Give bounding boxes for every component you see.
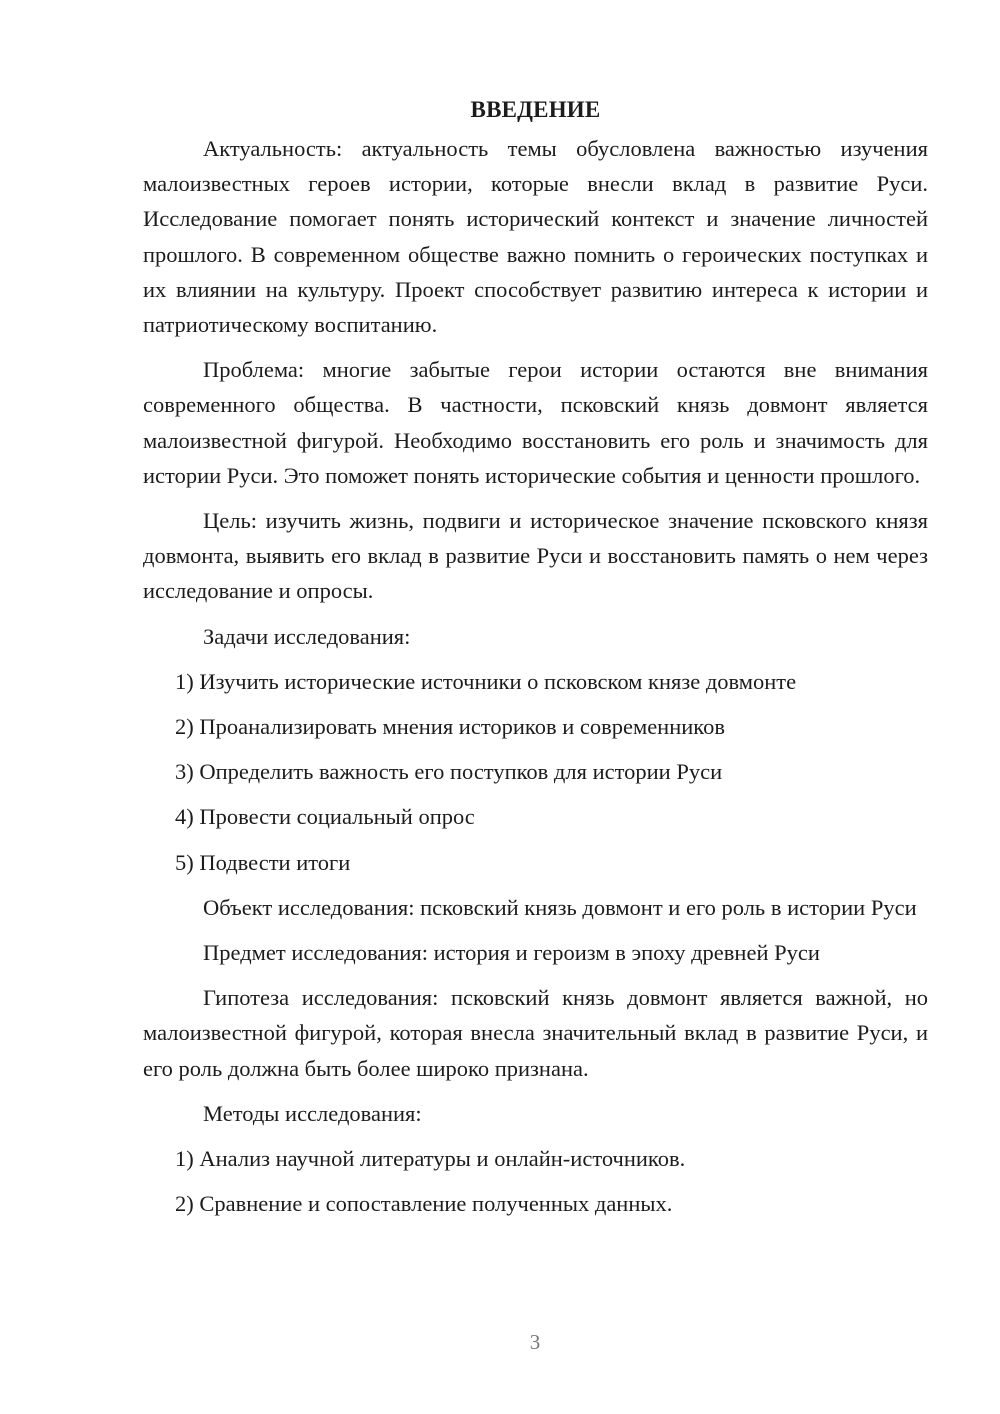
page-title: ВВЕДЕНИЕ [470,97,601,122]
method-item-1: 1) Анализ научной литературы и онлайн-источников. [175,1146,686,1172]
hypothesis-paragraph: Гипотеза исследования: псковский князь довмонт является важной, но малоизвестной фигурой, которая внесла значительный вклад в развитие Руси, и его роль должна быть более широко признана. [143,985,928,1081]
relevance-paragraph: Актуальность: актуальность темы обусловлена важностью изучения малоизвестных героев истории, которые внесли вклад в развитие Руси. Исследование помогает понять исторический контекст и значение личностей прошлого. В современном обществе важно помнить о героических поступках и их влиянии на культуру. Проект способствует развитию интереса к истории и патриотическому воспитанию. [143,136,928,338]
task-item-4: 4) Провести социальный опрос [175,804,475,830]
goal-paragraph: Цель: изучить жизнь, подвиги и историческое значение псковского князя довмонта, выявить его вклад в развитие Руси и восстановить память о нем через исследование и опросы. [143,508,928,604]
problem-paragraph: Проблема: многие забытые герои истории остаются вне внимания современного общества. В частности, псковский князь довмонт является малоизвестной фигурой. Необходимо восстановить его роль и значимость для истории Руси. Это поможет понять исторические события и ценности прошлого. [143,357,928,488]
document-page [143,93,928,1231]
subject-paragraph: Предмет исследования: история и героизм в эпоху древней Руси [203,940,820,966]
task-item-3: 3) Определить важность его поступков для истории Руси [175,759,723,785]
object-paragraph: Объект исследования: псковский князь довмонт и его роль в истории Руси [203,894,917,920]
methods-heading: Методы исследования: [203,1100,422,1126]
tasks-heading: Задачи исследования: [203,623,411,649]
page-number: 3 [529,1330,541,1354]
task-item-2: 2) Проанализировать мнения историков и современников [175,714,725,740]
task-item-5: 5) Подвести итоги [175,849,351,875]
method-item-2: 2) Сравнение и сопоставление полученных данных. [175,1191,673,1217]
task-item-1: 1) Изучить исторические источники о псковском князе довмонте [175,668,797,694]
